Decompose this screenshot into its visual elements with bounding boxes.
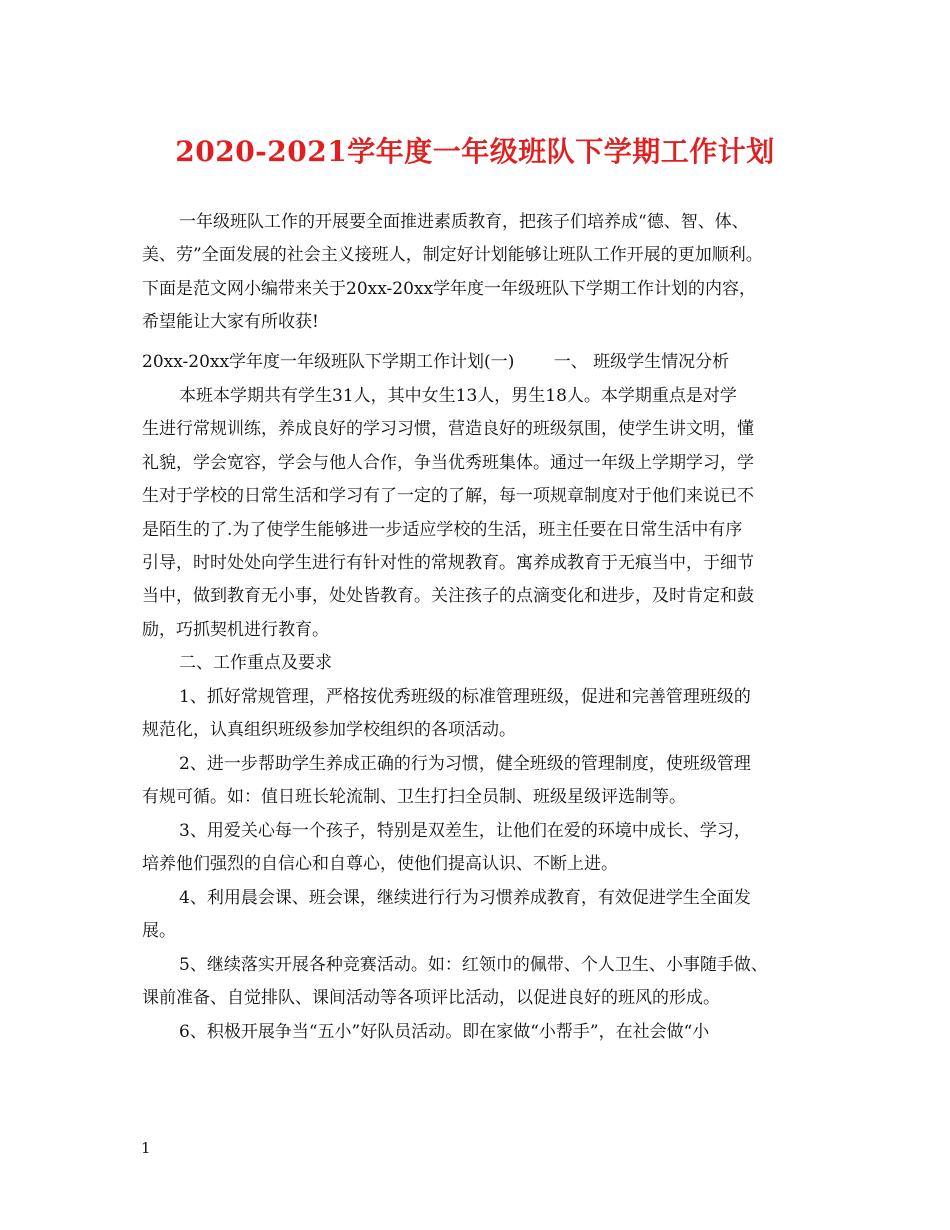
body-line: 引导，时时处处向学生进行有针对性的常规教育。寓养成教育于无痕当中，于细节 <box>142 553 754 573</box>
body-line: 3、用爱关心每一个孩子，特别是双差生，让他们在爱的环境中成长、学习， <box>179 821 751 841</box>
body-line: 是陌生的了.为了使学生能够进一步适应学校的生活，班主任要在日常生活中有序 <box>142 520 743 540</box>
body-line: 5、继续落实开展各种竞赛活动。如：红领巾的佩带、个人卫生、小事随手做、 <box>179 955 768 975</box>
body-line: 1、抓好常规管理，严格按优秀班级的标准管理班级，促进和完善管理班级的 <box>179 687 751 707</box>
body-line: 20xx-20xx学年度一年级班队下学期工作计划(一) 一、 班级学生情况分析 <box>142 352 730 372</box>
body-line: 本班本学期共有学生31人，其中女生13人，男生18人。本学期重点是对学 <box>179 386 737 406</box>
body-line: 希望能让大家有所收获! <box>142 312 319 332</box>
body-line: 规范化，认真组织班级参加学校组织的各项活动。 <box>142 720 516 740</box>
body-line: 美、劳”全面发展的社会主义接班人，制定好计划能够让班队工作开展的更加顺利。 <box>142 245 763 265</box>
body-line: 一年级班队工作的开展要全面推进素质教育，把孩子们培养成“德、智、体、 <box>179 212 749 232</box>
section-heading: 二、工作重点及要求 <box>179 653 332 673</box>
body-line: 当中，做到教育无小事，处处皆教育。关注孩子的点滴变化和进步，及时肯定和鼓 <box>142 586 754 606</box>
body-line: 生对于学校的日常生活和学习有了一定的了解，每一项规章制度对于他们来说已不 <box>142 486 754 506</box>
body-line: 下面是范文网小编带来关于20xx-20xx学年度一年级班队下学期工作计划的内容， <box>142 279 757 299</box>
body-line: 生进行常规训练，养成良好的学习习惯，营造良好的班级氛围，使学生讲文明，懂 <box>142 419 754 439</box>
document-title: 2020-2021学年度一年级班队下学期工作计划 <box>175 135 775 168</box>
body-line: 课前准备、自觉排队、课间活动等各项评比活动，以促进良好的班风的形成。 <box>142 988 720 1008</box>
page-number: 1 <box>141 1139 151 1157</box>
body-line: 6、积极开展争当“五小”好队员活动。即在家做“小帮手”，在社会做“小 <box>179 1022 710 1042</box>
body-line: 励，巧抓契机进行教育。 <box>142 620 329 640</box>
body-line: 2、进一步帮助学生养成正确的行为习惯，健全班级的管理制度，使班级管理 <box>179 754 751 774</box>
body-line: 礼貌，学会宽容，学会与他人合作，争当优秀班集体。通过一年级上学期学习，学 <box>142 453 754 473</box>
body-line: 培养他们强烈的自信心和自尊心，使他们提高认识、不断上进。 <box>142 854 618 874</box>
body-line: 4、利用晨会课、班会课，继续进行行为习惯养成教育，有效促进学生全面发 <box>179 888 751 908</box>
body-line: 展。 <box>142 921 176 941</box>
body-line: 有规可循。如：值日班长轮流制、卫生打扫全员制、班级星级评选制等。 <box>142 787 686 807</box>
